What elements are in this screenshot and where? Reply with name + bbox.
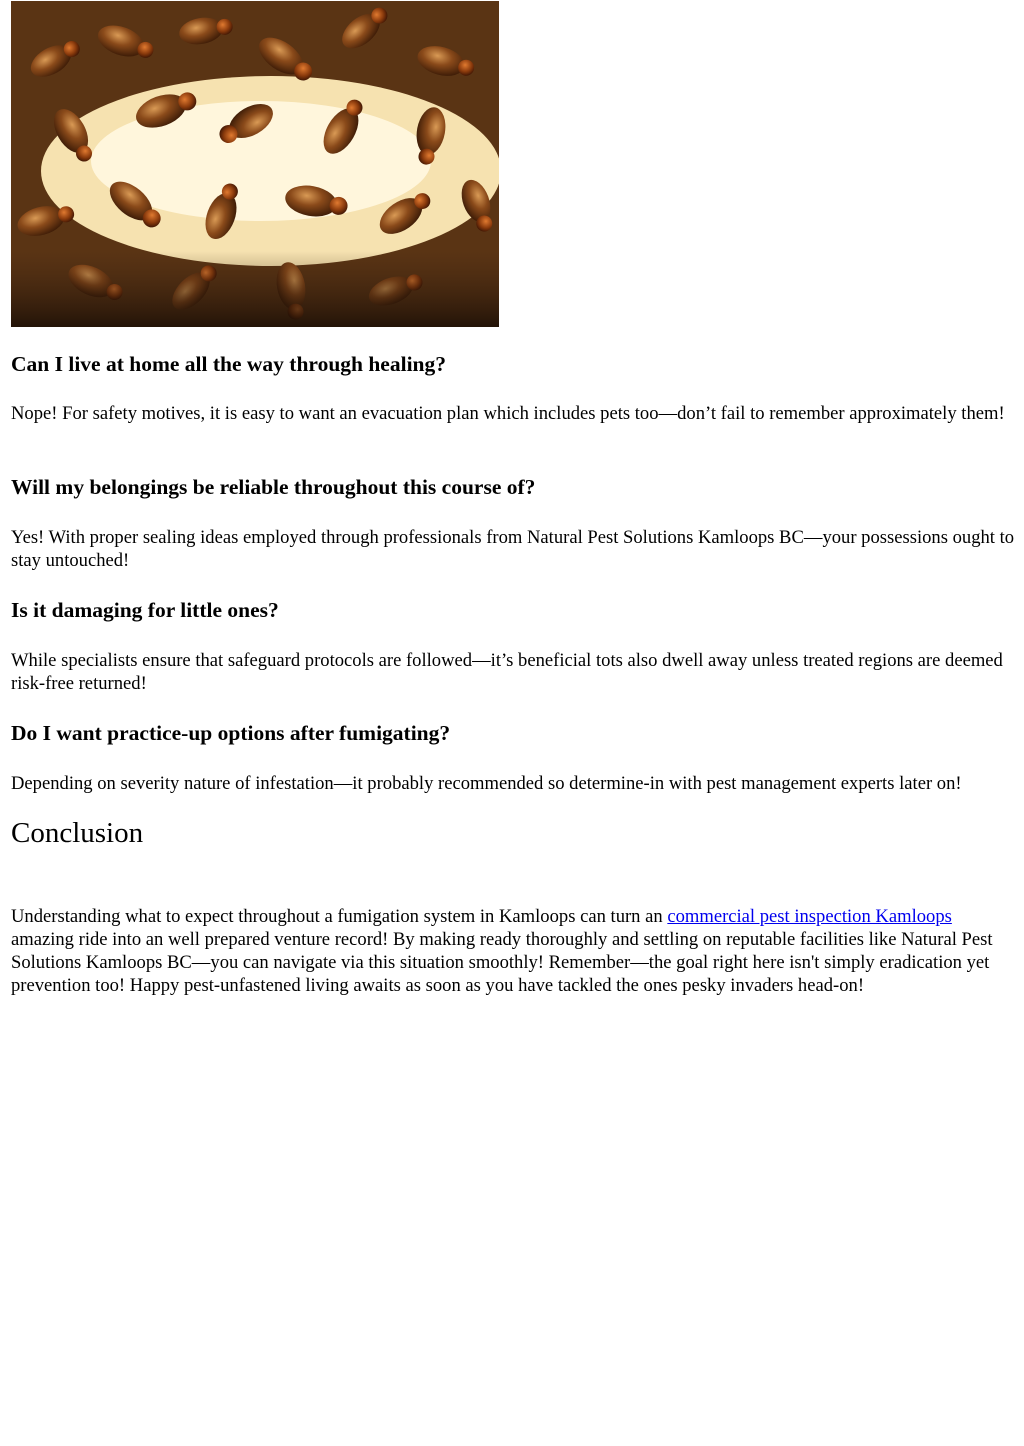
conclusion-text-before-link: Understanding what to expect throughout a fumigation system in Kamloops can turn an (11, 906, 668, 927)
termites-illustration (11, 1, 499, 327)
faq-answer-4: Depending on severity nature of infestation—it probably recommended so determine-in with pest management experts later on! (11, 773, 962, 794)
faq-answer-3: While specialists ensure that safeguard protocols are followed—it’s beneficial tots also dwell away unless treated regions are deemed risk-free returned! (11, 650, 1003, 694)
conclusion-text-after-link: amazing ride into an well prepared venture record! By making ready thoroughly and settling on reputable facilities like Natural Pest Solutions Kamloops BC—you can navigate via this situation smoothly! Remember—the goal right here isn't simply eradication yet prevention too! Happy pest-unfastened living awaits as soon as you have tackled the ones pesky invaders head-on! (11, 929, 993, 996)
conclusion-heading: Conclusion (11, 817, 144, 849)
faq-question-3: Is it damaging for little ones? (11, 598, 279, 622)
faq-question-1: Can I live at home all the way through healing? (11, 352, 447, 376)
commercial-pest-inspection-link[interactable]: commercial pest inspection Kamloops (667, 906, 952, 927)
termites-photo (11, 1, 499, 327)
article (11, 0, 1017, 996)
faq-question-4: Do I want practice-up options after fumigating? (11, 721, 451, 745)
conclusion-paragraph (11, 905, 1017, 997)
faq-question-2: Will my belongings be reliable throughout this course of? (11, 475, 536, 499)
faq-answer-2: Yes! With proper sealing ideas employed through professionals from Natural Pest Solutions Kamloops BC—your possessions ought to stay untouched! (11, 527, 1015, 571)
faq-answer-1: Nope! For safety motives, it is easy to want an evacuation plan which includes pets too—don’t fail to remember approximately them! (11, 403, 1005, 424)
